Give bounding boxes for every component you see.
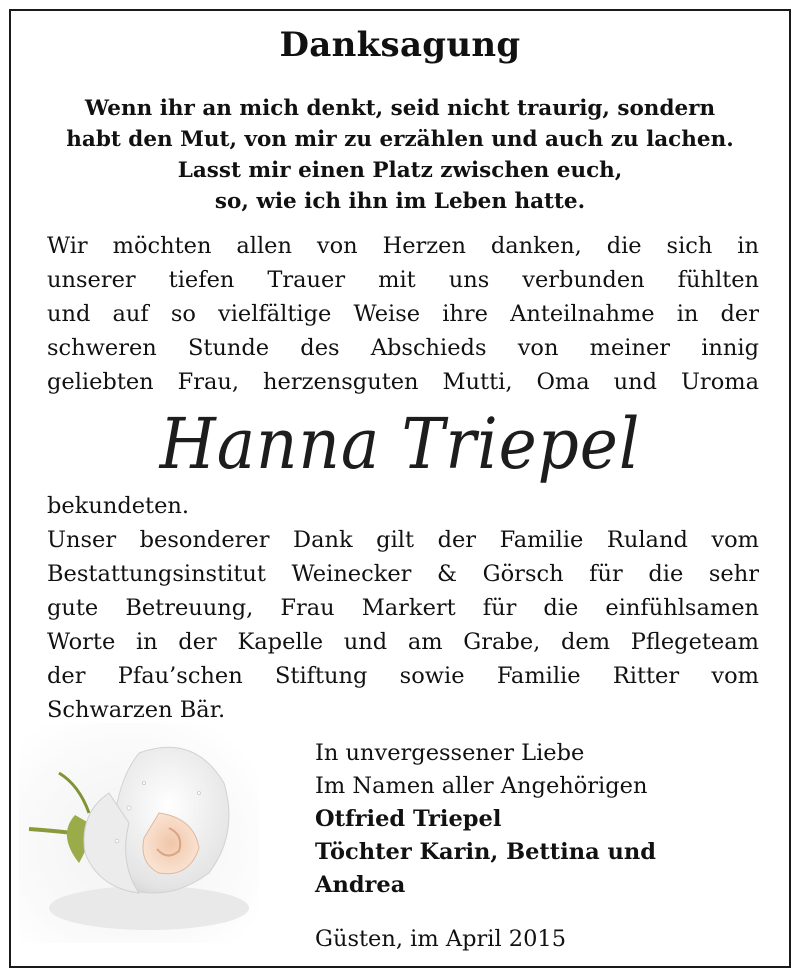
notice-title: Danksagung <box>279 25 521 65</box>
thanks-line: Worte in der Kapelle und am Grabe, dem Pflegeteam <box>47 629 759 655</box>
signature-name: Andrea <box>315 872 406 898</box>
thanks-line: Unser besonderer Dank gilt der Familie Ruland vom <box>47 527 759 553</box>
intro-line: geliebten Frau, herzensguten Mutti, Oma und Uroma <box>47 369 759 395</box>
intro-line: schweren Stunde des Abschieds von meiner innig <box>47 335 759 361</box>
place-date: Güsten, im April 2015 <box>315 926 567 952</box>
poem-line: Lasst mir einen Platz zwischen euch, <box>177 158 623 183</box>
poem-line: habt den Mut, von mir zu erzählen und auch zu lachen. <box>66 127 734 152</box>
thanks-line: Bestattungsinstitut Weinecker & Görsch für die sehr <box>47 561 759 587</box>
poem <box>11 93 789 217</box>
thanks-paragraph <box>47 489 759 727</box>
signature-name: Töchter Karin, Bettina und <box>315 839 656 865</box>
signature-name: Otfried Triepel <box>315 806 502 832</box>
notice-frame <box>9 9 791 968</box>
thanks-line: bekundeten. <box>47 493 190 519</box>
intro-line: und auf so vielfältige Weise ihre Anteilnahme in der <box>47 301 759 327</box>
thanks-line: gute Betreuung, Frau Markert für die einfühlsamen <box>47 595 759 621</box>
signature-line: Im Namen aller Angehörigen <box>315 773 648 799</box>
intro-paragraph <box>47 229 759 399</box>
white-rose-image <box>19 723 259 943</box>
poem-line: Wenn ihr an mich denkt, seid nicht traurig, sondern <box>84 96 716 121</box>
intro-line: unserer tiefen Trauer mit uns verbunden fühlten <box>47 267 759 293</box>
poem-line: so, wie ich ihn im Leben hatte. <box>214 189 586 214</box>
thanks-line: der Pfau’schen Stiftung sowie Familie Ritter vom <box>47 663 759 689</box>
signature-block <box>315 737 656 902</box>
thanks-line: Schwarzen Bär. <box>47 697 226 723</box>
deceased-name: Hanna Triepel <box>159 403 641 485</box>
intro-line: Wir möchten allen von Herzen danken, die sich in <box>47 233 759 259</box>
signature-line: In unvergessener Liebe <box>315 740 585 766</box>
